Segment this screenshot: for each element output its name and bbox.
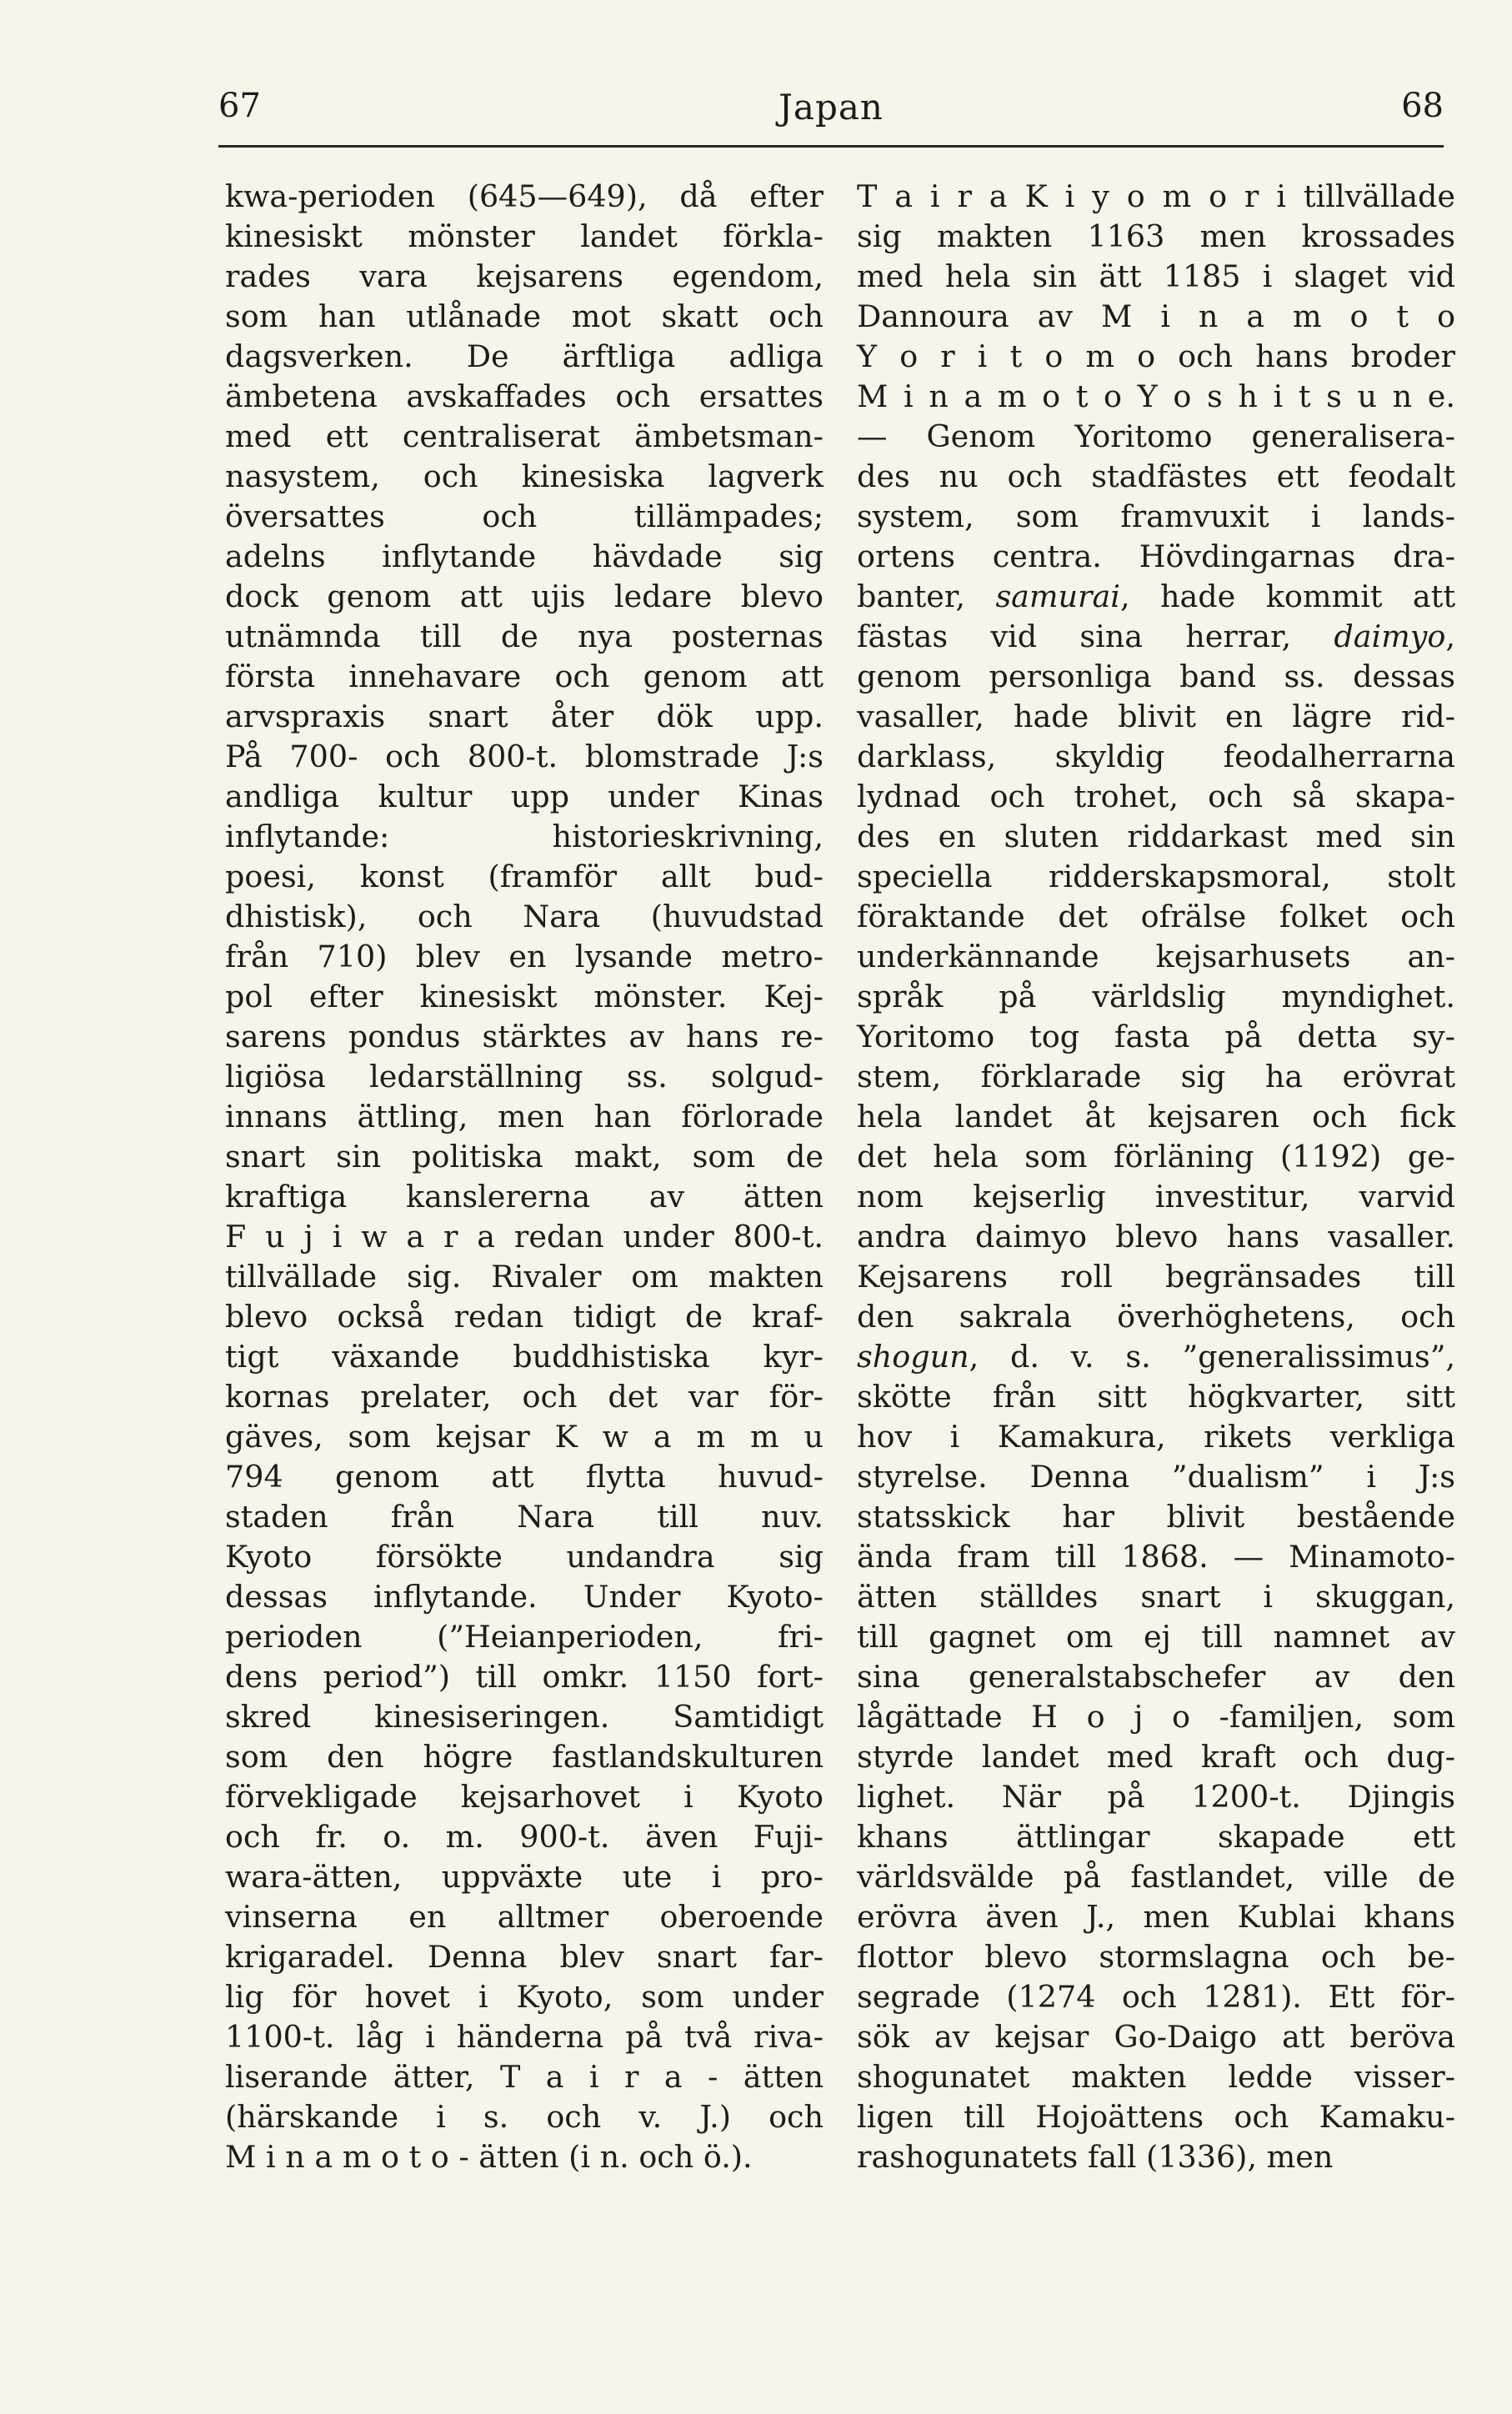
text-line: med ett centraliserat ämbetsman- [225,418,824,454]
text-line: sina generalstabschefer av den [857,1659,1455,1695]
text-line: andliga kultur upp under Kinas [225,779,824,814]
left-column [225,177,824,2177]
text-line: (härskande i s. och v. J.) och [225,2099,824,2135]
text-line: dessas inflytande. Under Kyoto- [225,1579,824,1615]
text-line: nom kejserlig investitur, varvid [857,1179,1455,1215]
text-line: Y o r i t o m o och hans broder [857,338,1455,374]
text-line: till gagnet om ej till namnet av [857,1619,1455,1655]
text-line: ätten ställdes snart i skuggan, [857,1579,1455,1615]
text-line: shogun, d. v. s. ”generalissimus”, [857,1339,1455,1375]
text-line: som han utlånade mot skatt och [225,298,824,334]
text-line: lydnad och trohet, och så skapa- [857,779,1455,814]
text-line: språk på världslig myndighet. [857,979,1455,1014]
right-column [857,177,1455,2177]
text-line: erövra även J., men Kublai khans [857,1899,1455,1935]
text-line: ämbetena avskaffades och ersattes [225,378,824,414]
text-line: och fr. o. m. 900-t. även Fuji- [225,1819,824,1855]
text-line: 794 genom att flytta huvud- [225,1459,824,1495]
text-line: vinserna en alltmer oberoende [225,1899,824,1935]
text-line: kraftiga kanslererna av ätten [225,1179,824,1215]
text-line: statsskick har blivit bestående [857,1499,1455,1535]
text-line: hela landet åt kejsaren och fick [857,1099,1455,1134]
text-line: ligen till Hojoättens och Kamaku- [857,2099,1455,2135]
text-line: det hela som förläning (1192) ge- [857,1139,1455,1174]
text-line: sök av kejsar Go-Daigo att beröva [857,2019,1455,2055]
text-line: den sakrala överhöghetens, och [857,1299,1455,1335]
text-line: styrelse. Denna ”dualism” i J:s [857,1459,1455,1495]
text-line: shogunatet makten ledde visser- [857,2059,1455,2095]
text-line: F u j i w a r a redan under 800-t. [225,1219,824,1255]
text-line: dock genom att ujis ledare blevo [225,578,824,614]
text-line: förvekligade kejsarhovet i Kyoto [225,1779,824,1815]
text-line: liserande ätter, T a i r a - ätten [225,2059,824,2095]
text-line: vasaller, hade blivit en lägre rid- [857,699,1455,734]
text-line: flottor blevo stormslagna och be- [857,1939,1455,1975]
text-line: inflytande: historieskrivning, [225,819,824,854]
page-header [218,87,1444,137]
text-line: Dannoura av M i n a m o t o [857,298,1455,334]
text-line: Kejsarens roll begränsades till [857,1259,1455,1295]
text-line: khans ättlingar skapade ett [857,1819,1455,1855]
text-line: des nu och stadfästes ett feodalt [857,458,1455,494]
text-line: arvspraxis snart åter dök upp. [225,699,824,734]
text-line: genom personliga band ss. dessas [857,659,1455,694]
text-line: darklass, skyldig feodalherrarna [857,739,1455,774]
text-line: tillvällade sig. Rivaler om makten [225,1259,824,1295]
running-title: Japan [779,87,884,128]
text-line: fästas vid sina herrar, daimyo, [857,619,1455,654]
text-line: system, som framvuxit i lands- [857,498,1455,534]
text-line: stem, förklarade sig ha erövrat [857,1059,1455,1094]
text-line: ända fram till 1868. — Minamoto- [857,1539,1455,1575]
text-line: blevo också redan tidigt de kraf- [225,1299,824,1335]
text-line: översattes och tillämpades; [225,498,824,534]
text-line: dens period”) till omkr. 1150 fort- [225,1659,824,1695]
text-line: nasystem, och kinesiska lagverk [225,458,824,494]
text-line: skred kinesiseringen. Samtidigt [225,1699,824,1735]
text-line: utnämnda till de nya posternas [225,619,824,654]
page-number-left: 67 [218,87,261,125]
text-line: 1100-t. låg i händerna på två riva- [225,2019,824,2055]
text-line: M i n a m o t o Y o s h i t s u n e. [857,378,1455,414]
text-line: M i n a m o t o - ätten (i n. och ö.). [225,2139,753,2175]
text-line: styrde landet med kraft och dug- [857,1739,1455,1775]
text-line: första innehavare och genom att [225,659,824,694]
text-line: dhistisk), och Nara (huvudstad [225,899,824,934]
page-number-right: 68 [1401,87,1444,125]
text-line: ortens centra. Hövdingarnas dra- [857,538,1455,574]
text-line: sarens pondus stärktes av hans re- [225,1019,824,1054]
text-line: perioden (”Heianperioden, fri- [225,1619,824,1655]
text-line: skötte från sitt högkvarter, sitt [857,1379,1455,1415]
text-line: hov i Kamakura, rikets verkliga [857,1419,1455,1455]
text-line: underkännande kejsarhusets an- [857,939,1455,974]
text-line: lighet. När på 1200-t. Djingis [857,1779,1455,1815]
text-line: lågättade H o j o -familjen, som [857,1699,1455,1735]
text-line: med hela sin ätt 1185 i slaget vid [857,258,1455,294]
text-line: kinesiskt mönster landet förkla- [225,218,824,254]
text-line: som den högre fastlandskulturen [225,1739,824,1775]
text-line: staden från Nara till nuv. [225,1499,824,1535]
text-line: segrade (1274 och 1281). Ett för- [857,1979,1455,2015]
header-rule [218,145,1444,148]
text-line: des en sluten riddarkast med sin [857,819,1455,854]
text-line: — Genom Yoritomo generalisera- [857,418,1455,454]
text-line: tigt växande buddhistiska kyr- [225,1339,824,1375]
text-line: gäves, som kejsar K w a m m u [225,1419,824,1455]
text-line: rashogunatets fall (1336), men [857,2139,1334,2175]
text-line: adelns inflytande hävdade sig [225,538,824,574]
text-line: pol efter kinesiskt mönster. Kej- [225,979,824,1014]
text-line: Kyoto försökte undandra sig [225,1539,824,1575]
text-line: världsvälde på fastlandet, ville de [857,1859,1455,1895]
text-line: föraktande det ofrälse folket och [857,899,1455,934]
text-line: snart sin politiska makt, som de [225,1139,824,1174]
text-line: kornas prelater, och det var för- [225,1379,824,1415]
text-line: kwa-perioden (645—649), då efter [225,178,824,214]
text-line: från 710) blev en lysande metro- [225,939,824,974]
text-line: Yoritomo tog fasta på detta sy- [857,1019,1455,1054]
text-line: dagsverken. De ärftliga adliga [225,338,824,374]
text-line: speciella ridderskapsmoral, stolt [857,859,1455,894]
text-line: T a i r a K i y o m o r i tillvällade [857,178,1455,214]
text-line: andra daimyo blevo hans vasaller. [857,1219,1455,1255]
text-line: lig för hovet i Kyoto, som under [225,1979,824,2015]
text-line: ligiösa ledarställning ss. solgud- [225,1059,824,1094]
text-line: poesi, konst (framför allt bud- [225,859,824,894]
text-line: banter, samurai, hade kommit att [857,578,1455,614]
text-line: sig makten 1163 men krossades [857,218,1455,254]
text-line: krigaradel. Denna blev snart far- [225,1939,824,1975]
text-line: rades vara kejsarens egendom, [225,258,824,294]
text-line: innans ättling, men han förlorade [225,1099,824,1134]
text-line: På 700- och 800-t. blomstrade J:s [225,739,824,774]
text-line: wara-ätten, uppväxte ute i pro- [225,1859,824,1895]
